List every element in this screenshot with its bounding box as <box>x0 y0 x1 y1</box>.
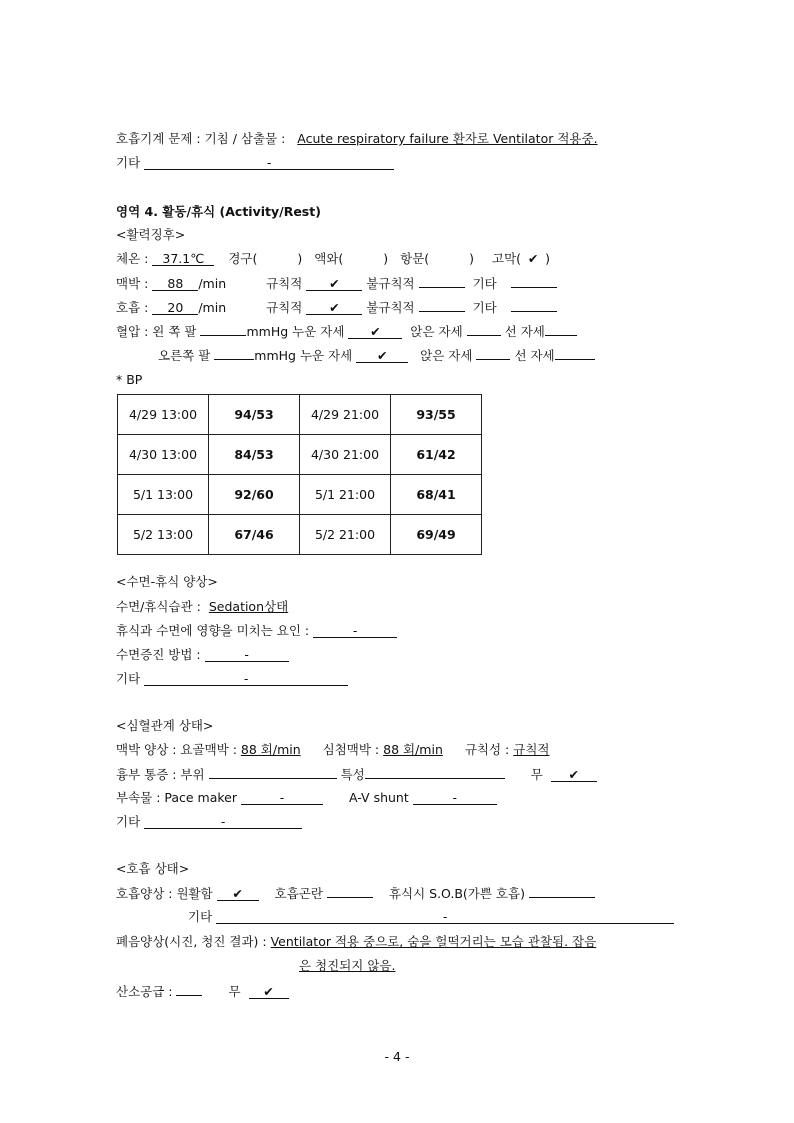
lung-sound-line <box>116 933 596 951</box>
bp-right-sitting: 앉은 자세 <box>420 348 473 363</box>
oxygen-line <box>116 982 289 1001</box>
bp-left-line <box>116 322 577 341</box>
chest-pain-none-check: ✔ <box>551 768 597 782</box>
bp-time-2: 4/29 21:00 <box>300 395 391 435</box>
resp-other-value: - <box>144 156 394 170</box>
bp-left-sitting: 앉은 자세 <box>410 324 463 339</box>
pulse-irregular: 불규칙적 <box>366 276 415 291</box>
resp-problem-value: Acute respiratory failure 환자로 Ventilator 적용중. <box>297 131 598 146</box>
bp-value-2: 93/55 <box>391 395 482 435</box>
bp-table-row <box>118 395 482 435</box>
attach-av-shunt-value: - <box>413 791 497 805</box>
cardio-other-line <box>116 813 302 831</box>
lung-sound-label: 폐음양상(시진, 청진 결과) : <box>116 934 267 949</box>
cardio-pulse-line <box>116 741 550 759</box>
bp-value-2: 68/41 <box>391 475 482 515</box>
bp-left-lying-check: ✔ <box>348 325 402 339</box>
cardio-regularity-label: 규칙성 : <box>464 742 510 757</box>
oxygen-none-check: ✔ <box>249 985 289 999</box>
sleep-habit-label: 수면/휴식습관 : <box>116 599 201 614</box>
sleep-habit-value: Sedation상태 <box>208 599 289 614</box>
resp-regular: 규칙적 <box>266 300 303 315</box>
breathing-difficult-blank <box>327 884 373 898</box>
sleep-factors-label: 휴식과 수면에 영향을 미치는 요인 : <box>116 623 310 638</box>
temp-value: 37.1℃ <box>152 252 214 266</box>
bp-time-1: 5/2 13:00 <box>118 515 209 555</box>
bp-time-1: 5/1 13:00 <box>118 475 209 515</box>
pulse-irregular-blank <box>419 274 465 288</box>
bp-time-1: 4/30 13:00 <box>118 435 209 475</box>
oxygen-none-label: 무 <box>228 984 241 999</box>
bp-value-1: 94/53 <box>209 395 300 435</box>
cardio-other-value: - <box>144 815 302 829</box>
sleep-factors-line <box>116 622 397 640</box>
resp-other-line <box>116 154 394 172</box>
lung-sound-line-2 <box>299 957 395 975</box>
pulse-label: 맥박 : <box>116 276 149 291</box>
vitals-title: <활력징후> <box>116 227 186 242</box>
chest-pain-site-blank <box>209 765 337 779</box>
resp-value: 20 <box>152 301 198 315</box>
pulse-regular: 규칙적 <box>266 276 303 291</box>
oxygen-label: 산소공급 : <box>116 984 173 999</box>
bp-left-sitting-blank <box>467 322 501 336</box>
bp-right-sitting-blank <box>476 346 510 360</box>
chest-pain-line <box>116 765 597 784</box>
sleep-factors-value: - <box>313 624 397 638</box>
temp-oral-close: ) <box>297 251 303 266</box>
resp-label: 호흡 : <box>116 300 149 315</box>
breathing-smooth-check: ✔ <box>217 887 259 901</box>
breathing-other-value: - <box>216 910 674 924</box>
breathing-smooth-label: 호흡양상 : 원활함 <box>116 886 213 901</box>
breathing-title: <호흡 상태> <box>116 861 190 876</box>
attach-line <box>116 789 497 807</box>
resp-irregular: 불규칙적 <box>366 300 415 315</box>
section4-title: 영역 4. 활동/휴식 (Activity/Rest) <box>116 204 321 219</box>
cardio-apical-value: 88 회/min <box>383 742 443 757</box>
bp-table <box>117 394 482 555</box>
bp-right-standing-blank <box>555 346 595 360</box>
resp-line <box>116 298 557 317</box>
lung-sound-text-1: Ventilator 적용 중으로, 숨을 헐떡거리는 모습 관찰됨. 잡음 <box>270 934 597 949</box>
bp-time-1: 4/29 13:00 <box>118 395 209 435</box>
resp-other: 기타 <box>472 300 497 315</box>
bp-value-1: 92/60 <box>209 475 300 515</box>
attach-pacemaker-value: - <box>241 791 323 805</box>
temp-axillary: 액와( <box>314 251 344 266</box>
bp-table-row <box>118 515 482 555</box>
breathing-other-label: 기타 <box>188 909 213 924</box>
temp-anal-close: ) <box>469 251 475 266</box>
cardio-apical-label: 심첨맥박 : <box>322 742 380 757</box>
bp-table-title: * BP <box>116 372 143 387</box>
chest-pain-none: 무 <box>530 767 543 782</box>
bp-right-value <box>214 346 254 360</box>
bp-left-label: 혈압 : 왼 쪽 팔 <box>116 324 197 339</box>
bp-left-standing: 선 자세 <box>504 324 545 339</box>
breathing-sob-label: 휴식시 S.O.B(가쁜 호흡) <box>388 886 525 901</box>
temp-tympanic: 고막( <box>492 251 522 266</box>
pulse-other: 기타 <box>472 276 497 291</box>
chest-pain-label: 흉부 통증 : 부위 <box>116 767 205 782</box>
resp-other-blank <box>511 298 557 312</box>
pulse-regular-check: ✔ <box>306 277 362 291</box>
bp-table-row <box>118 435 482 475</box>
bp-right-lying-check: ✔ <box>356 349 408 363</box>
sleep-title: <수면-휴식 양상> <box>116 574 218 589</box>
breathing-sob-blank <box>529 884 595 898</box>
attach-av-shunt-label: A-V shunt <box>348 790 409 805</box>
sleep-other-label: 기타 <box>116 671 141 686</box>
temp-label: 체온 : <box>116 251 149 266</box>
resp-unit: /min <box>198 300 227 315</box>
sleep-promote-label: 수면증진 방법 : <box>116 647 201 662</box>
resp-other-label-text: 기타 <box>116 155 141 170</box>
breathing-difficult-label: 호흡곤란 <box>274 886 323 901</box>
bp-left-standing-blank <box>545 322 577 336</box>
bp-value-1: 67/46 <box>209 515 300 555</box>
resp-problem-line <box>116 130 598 148</box>
temp-axillary-close: ) <box>383 251 389 266</box>
attach-pacemaker-label: 부속물 : Pace maker <box>116 790 238 805</box>
temp-anal: 항문( <box>400 251 430 266</box>
breathing-pattern-line <box>116 884 595 903</box>
bp-value-1: 84/53 <box>209 435 300 475</box>
bp-time-2: 4/30 21:00 <box>300 435 391 475</box>
pulse-other-blank <box>511 274 557 288</box>
bp-time-2: 5/2 21:00 <box>300 515 391 555</box>
bp-right-lying: 누운 자세 <box>299 348 353 363</box>
sleep-other-value: - <box>144 672 348 686</box>
cardio-radial-label: 맥박 양상 : 요골맥박 : <box>116 742 237 757</box>
bp-value-2: 69/49 <box>391 515 482 555</box>
bp-right-line <box>158 346 595 365</box>
temp-tympanic-check: ✔ <box>527 251 539 266</box>
bp-left-value <box>200 322 246 336</box>
bp-right-label: 오른쪽 팔 <box>158 348 211 363</box>
breathing-other-line <box>188 908 674 926</box>
chest-pain-feature: 특성 <box>340 767 365 782</box>
oxygen-yes-blank <box>176 982 202 996</box>
sleep-promote-value: - <box>205 648 289 662</box>
sleep-promote-line <box>116 646 289 664</box>
resp-problem-label: 호흡기계 문제 : 기침 / 삼출물 : <box>116 131 286 146</box>
bp-table-row <box>118 475 482 515</box>
pulse-value: 88 <box>152 277 198 291</box>
sleep-other-line <box>116 670 348 688</box>
chest-pain-feature-blank <box>365 765 505 779</box>
bp-right-unit: mmHg <box>254 348 296 363</box>
bp-right-standing: 선 자세 <box>514 348 555 363</box>
cardio-other-label: 기타 <box>116 814 141 829</box>
lung-sound-text-2: 은 청진되지 않음. <box>299 958 396 973</box>
pulse-line <box>116 274 557 293</box>
resp-regular-check: ✔ <box>306 301 362 315</box>
page-number: - 4 - <box>384 1049 410 1064</box>
temp-line <box>116 250 550 268</box>
cardio-regularity-value: 규칙적 <box>513 742 550 757</box>
cardio-radial-value: 88 회/min <box>240 742 301 757</box>
resp-irregular-blank <box>419 298 465 312</box>
bp-left-unit: mmHg <box>246 324 289 339</box>
bp-left-lying: 누운 자세 <box>292 324 345 339</box>
cardio-title: <심혈관계 상태> <box>116 718 214 733</box>
bp-time-2: 5/1 21:00 <box>300 475 391 515</box>
temp-oral: 경구( <box>228 251 258 266</box>
sleep-habit-line <box>116 598 288 616</box>
pulse-unit: /min <box>198 276 227 291</box>
bp-value-2: 61/42 <box>391 435 482 475</box>
temp-tympanic-close: ) <box>545 251 550 266</box>
